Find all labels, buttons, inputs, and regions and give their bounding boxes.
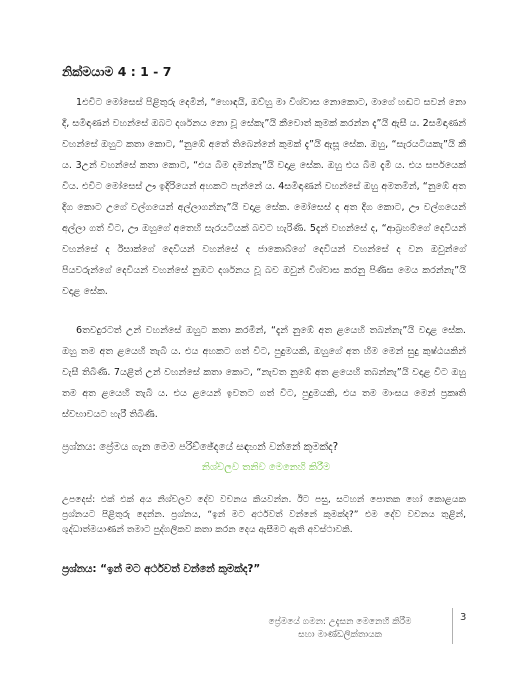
page-footer — [230, 616, 450, 642]
section-subtitle: නිශ්චලව තනිව මෙනෙහි කිරීම — [201, 462, 331, 473]
footer-title: ප්‍රේමයේ ගමන: උදැසන මෙනෙහි කිරීම — [268, 617, 412, 627]
page-number: 3 — [460, 612, 467, 623]
instruction-text: උපදෙස්: එක් එක් අය නිශ්චලව දේව වචනය කියවන්න. ඊට පසු, සටහන් පොතක හෝ කොළයක ප්‍රශ්නයට පිළිතුරු දෙන්න. ප්‍රශ්නය, “ඉන් මට අර්ථවත් වන්නේ කුමක්ද?” එම දේව වචනය තුළින්, ශුද්ධාත්මයාණන් තමාට පුද්ගලිකව කතා කරන දෙය ඇසීමට ඇති අවස්ථාවකි. — [62, 494, 466, 535]
footer-divider — [452, 608, 453, 644]
question-love: ප්‍රශ්නය: ප්‍රේමය ගැන මෙම පරිච්ඡේදයේ සඳහන් වන්නේ කුමක්ද? — [62, 441, 339, 453]
scripture-heading: නික්මයාම 4 : 1 - 7 — [62, 64, 172, 79]
footer-author: සහා මාණ්ඩලික්තායක — [298, 630, 382, 640]
scripture-paragraph-1: 1එවිට මෝසෙස් පිළිතුරු දෙමින්, “හොඳයි, ඔව්හු මා විශ්වාස නොකොට, මාගේ හඬට සවන් නො දී, සමිඳාණන් වහන්සේ ඔබට දර්ශනය නො වූ සේකැ”යි කීවොත් කුමක් කරන්න දැ”යි ඇසී ය. 2සමිඳාණන් වහන්සේ ඔහුට කතා කොට, “නුඹේ අතේ තිබෙන්නේ කුමක් දැ”යි ඇසූ සේක. ඔහු, “සැරයටියකැ”යි කී ය. 3උන් වහන්සේ කතා කොට, “එය බිම දමන්නැ”යි වදාළ සේක. ඔහු එය බිම දැමී ය. එය සර්පයෙක් විය. එවිට මෝසෙස් ඌ ඉදිරියෙන් අහකට පැන්නේ ය. 4සමිඳාණන් වහන්සේ ඔහු අමතමින්, “නුඹේ අත දිග කොට උගේ වල්ගයෙන් අල්ලාගන්නැ”යි වදාළ සේක. මෝසෙස් ද අත දිග කොට, ඌ වල්ගයෙන් අල්ලා ගත් විට, ඌ ඔහුගේ අතෙහි සැරයටියක් බවට හැරිණි. 5දැන් වහන්සේ ද, “ආබ්‍රහම්ගේ දෙවියන් වහන්සේ ද ඊසාක්ගේ දෙවියන් වහන්සේ ද ජාකොබ්ගේ දෙවියන් වහන්සේ ද වන ඔවුන්ගේ පියවරුන්ගේ දෙවියන් වහන්සේ නුඹට දර්ශනය වූ බව ඔවුන් විශ්වාස කරනු පිණිස මෙය කරන්නැ”යි වදාළ සේක. — [62, 97, 467, 297]
question-meaning: ප්‍රශ්නය: “ඉන් මට අර්ථවත් වන්නේ කුමක්ද?” — [62, 563, 261, 575]
scripture-paragraph-2: 6තවදුරටත් උන් වහන්සේ ඔහුට කතා කරමින්, “දැන් නුඹේ අත ළයෙහි තබන්නැ”යි වදාළ සේක. ඔහු තම අත ළයෙහි තැබී ය. එය අහකට ගත් විට, පුදුමයකි, ඔහුගේ අත හිම මෙන් සුදු කුෂ්ඨයකින් වැසී තිබිණි. 7යළිත් උන් වහන්සේ කතා කොට, “නැවත නුඹේ අත ළයෙහි තබන්නැ”යි වදාළ විට ඔහු තම අත ළයෙහි තැබී ය. එය ළයෙන් ඉවතට ගත් විට, පුදුමයකි, එය තම මාංසය මෙන් ප්‍රකෘති ස්වභාවයට හැරී තිබිණි. — [62, 325, 466, 420]
